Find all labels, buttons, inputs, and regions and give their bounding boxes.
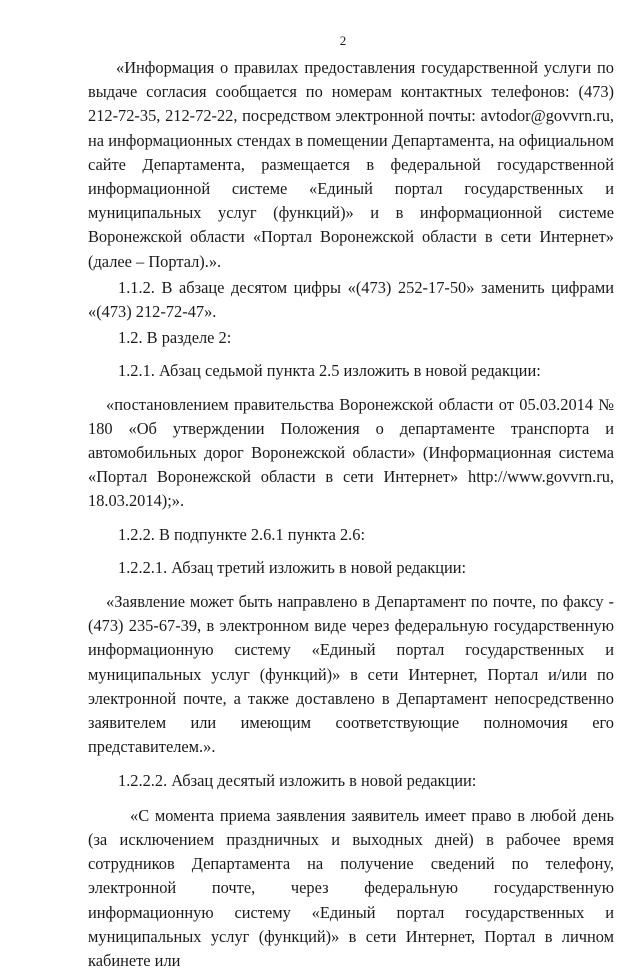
paragraph-1-2-2-1: 1.2.2.1. Абзац третий изложить в новой редакции:	[118, 557, 467, 577]
paragraph-info-rules: «Информация о правилах предоставления государственной услуги по выдаче согласия сообщается по номерам контактных телефонов: (473) 212-72-35, 212-72-22, посредством электронной почты: avtodor@govvrn.ru, на информационных стендах в помещении Департамента, на официальном сайте Департамента, размещается в федеральной государственной информационной системе «Единый портал государственных и муниципальных услуг (функций)» и в информационной системе Воронежской области «Портал Воронежской области в сети Интернет» (далее – Портал).».	[88, 58, 614, 271]
paragraph-1-2-2-2: 1.2.2.2. Абзац десятый изложить в новой редакции:	[118, 771, 477, 791]
paragraph-application: «Заявление может быть направлено в Департамент по почте, по факсу - (473) 235-67-39, в электронном виде через федеральную государственную информационную систему «Единый портал государственных и муниципальных услуг (функций)» в сети Интернет, Портал и/или по электронной почте, а также доставлено в Департамент непосредственно заявителем или имеющим соответствующие полномочия его представителем.».	[88, 592, 614, 757]
paragraph-1-2: 1.2. В разделе 2:	[118, 328, 232, 348]
paragraph-1-2-1: 1.2.1. Абзац седьмой пункта 2.5 изложить в новой редакции:	[118, 361, 541, 381]
paragraph-1-2-2: 1.2.2. В подпункте 2.6.1 пункта 2.6:	[118, 524, 366, 544]
page-number: 2	[339, 33, 347, 48]
paragraph-1-1-2: 1.1.2. В абзаце десятом цифры «(473) 252-17-50» заменить цифрами «(473) 212-72-47».	[88, 277, 614, 322]
paragraph-resolution: «постановлением правительства Воронежской области от 05.03.2014 № 180 «Об утверждении Положения о департаменте транспорта и автомобильных дорог Воронежской области» (Информационная система «Портал Воронежской области в сети Интернет» http://www.govvrn.ru, 18.03.2014);».	[88, 394, 614, 511]
paragraph-applicant-rights: «С момента приема заявления заявитель имеет право в любой день (за исключением праздничных и выходных дней) в рабочее время сотрудников Департамента на получение сведений по телефону, электронной почте, через федеральную государственную информационную систему «Единый портал государственных и муниципальных услуг (функций)» в сети Интернет, Портал в личном кабинете или	[88, 805, 614, 970]
document-body	[88, 56, 614, 973]
